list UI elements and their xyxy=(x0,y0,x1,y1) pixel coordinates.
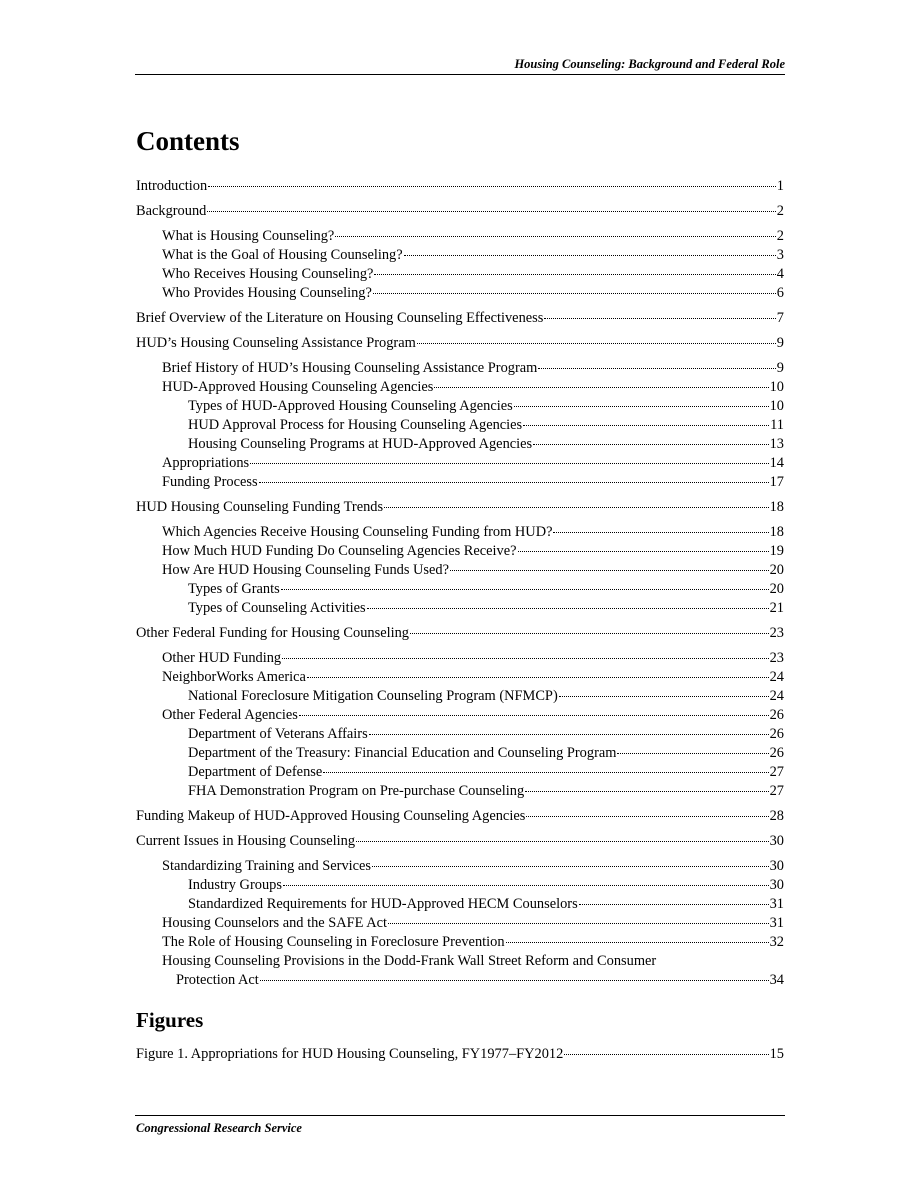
toc-page: 26 xyxy=(769,707,784,723)
dot-leader xyxy=(523,425,769,426)
toc-page: 24 xyxy=(769,688,784,704)
toc-page: 18 xyxy=(769,524,784,540)
figure-title: Figure 1. Appropriations for HUD Housing Counseling, FY1977–FY2012 xyxy=(136,1046,564,1062)
toc-page: 2 xyxy=(776,203,784,219)
toc-title: National Foreclosure Mitigation Counseling Program (NFMCP) xyxy=(188,688,558,704)
toc-page: 18 xyxy=(769,499,784,515)
toc-entry[interactable] xyxy=(136,624,784,643)
toc-page: 21 xyxy=(769,600,784,616)
toc-title: Who Receives Housing Counseling? xyxy=(162,266,374,282)
toc-entry[interactable] xyxy=(136,284,784,303)
toc-title: Housing Counseling Programs at HUD-Approved Agencies xyxy=(188,436,533,452)
toc-entry[interactable] xyxy=(136,914,784,933)
dot-leader xyxy=(281,589,769,590)
toc-title: Funding Process xyxy=(162,474,258,490)
toc-title: Standardizing Training and Services xyxy=(162,858,372,874)
toc-title: Background xyxy=(136,203,207,219)
toc-title: Department of the Treasury: Financial Education and Counseling Program xyxy=(188,745,617,761)
toc-page: 34 xyxy=(769,972,784,988)
toc-entry[interactable] xyxy=(136,895,784,914)
dot-leader xyxy=(617,753,768,754)
toc-title: Brief Overview of the Literature on Housing Counseling Effectiveness xyxy=(136,310,544,326)
toc-page: 27 xyxy=(769,783,784,799)
toc-page: 19 xyxy=(769,543,784,559)
toc-entry[interactable] xyxy=(136,668,784,687)
toc-title: Department of Veterans Affairs xyxy=(188,726,368,742)
toc-page: 30 xyxy=(769,858,784,874)
toc-entry[interactable] xyxy=(136,857,784,876)
dot-leader xyxy=(417,343,776,344)
toc-title: Types of HUD-Approved Housing Counseling Agencies xyxy=(188,398,513,414)
toc-title: Types of Counseling Activities xyxy=(188,600,366,616)
toc-page: 28 xyxy=(769,808,784,824)
toc-title: Other Federal Agencies xyxy=(162,707,298,723)
dot-leader xyxy=(533,444,768,445)
toc-page: 26 xyxy=(769,745,784,761)
dot-leader xyxy=(283,885,769,886)
toc-page: 30 xyxy=(769,877,784,893)
toc-entry[interactable] xyxy=(136,744,784,763)
toc-page: 31 xyxy=(769,896,784,912)
toc-title: HUD Approval Process for Housing Counseling Agencies xyxy=(188,417,523,433)
toc-entry[interactable] xyxy=(136,309,784,328)
toc-page: 17 xyxy=(769,474,784,490)
toc-entry[interactable] xyxy=(136,498,784,517)
dot-leader xyxy=(282,658,768,659)
dot-leader xyxy=(410,633,769,634)
toc-page: 11 xyxy=(770,417,784,433)
toc-entry[interactable] xyxy=(136,687,784,706)
dot-leader xyxy=(579,904,769,905)
dot-leader xyxy=(388,923,769,924)
toc-entry[interactable] xyxy=(136,763,784,782)
toc-title: Who Provides Housing Counseling? xyxy=(162,285,372,301)
dot-leader xyxy=(518,551,769,552)
toc-page: 20 xyxy=(769,581,784,597)
toc-page: 10 xyxy=(769,379,784,395)
toc-title: The Role of Housing Counseling in Foreclosure Prevention xyxy=(162,934,505,950)
dot-leader xyxy=(323,772,768,773)
dot-leader xyxy=(373,293,776,294)
toc-page: 6 xyxy=(776,285,784,301)
toc-page: 7 xyxy=(776,310,784,326)
toc-entry[interactable] xyxy=(136,378,784,397)
table-of-contents xyxy=(136,177,784,990)
toc-entry[interactable] xyxy=(136,202,784,221)
toc-title: HUD’s Housing Counseling Assistance Program xyxy=(136,335,416,351)
dot-leader xyxy=(372,866,769,867)
figure-page: 15 xyxy=(769,1046,784,1062)
dot-leader xyxy=(559,696,769,697)
toc-entry[interactable] xyxy=(136,523,784,542)
toc-title: Standardized Requirements for HUD-Approved HECM Counselors xyxy=(188,896,578,912)
toc-title: NeighborWorks America xyxy=(162,669,306,685)
dot-leader xyxy=(553,532,768,533)
dot-leader xyxy=(250,463,768,464)
dot-leader xyxy=(525,791,768,792)
toc-entry[interactable] xyxy=(136,649,784,668)
figures-list xyxy=(136,1045,784,1064)
toc-page: 23 xyxy=(769,625,784,641)
toc-page: 4 xyxy=(776,266,784,282)
toc-page: 30 xyxy=(769,833,784,849)
toc-title: Appropriations xyxy=(162,455,250,471)
toc-title: Other HUD Funding xyxy=(162,650,282,666)
toc-page: 24 xyxy=(769,669,784,685)
figures-heading: Figures xyxy=(136,1008,204,1032)
toc-title: FHA Demonstration Program on Pre-purchase Counseling xyxy=(188,783,525,799)
toc-entry[interactable] xyxy=(136,265,784,284)
footer-publisher: Congressional Research Service xyxy=(136,1121,302,1135)
toc-entry[interactable] xyxy=(136,227,784,246)
toc-title: Department of Defense xyxy=(188,764,323,780)
toc-entry[interactable] xyxy=(136,952,784,990)
toc-title: How Much HUD Funding Do Counseling Agencies Receive? xyxy=(162,543,517,559)
dot-leader xyxy=(434,387,768,388)
toc-entry[interactable] xyxy=(136,473,784,492)
dot-leader xyxy=(506,942,769,943)
toc-page: 14 xyxy=(769,455,784,471)
toc-title: How Are HUD Housing Counseling Funds Used? xyxy=(162,562,450,578)
footer-rule xyxy=(135,1115,785,1116)
toc-page: 10 xyxy=(769,398,784,414)
dot-leader xyxy=(335,236,776,237)
toc-title-continued: Protection Act xyxy=(176,972,259,988)
toc-title: Which Agencies Receive Housing Counseling Funding from HUD? xyxy=(162,524,553,540)
toc-entry[interactable] xyxy=(136,807,784,826)
dot-leader xyxy=(374,274,775,275)
toc-page: 32 xyxy=(769,934,784,950)
toc-title: Industry Groups xyxy=(188,877,282,893)
toc-page: 27 xyxy=(769,764,784,780)
toc-title: Current Issues in Housing Counseling xyxy=(136,833,356,849)
dot-leader xyxy=(404,255,776,256)
toc-page: 1 xyxy=(776,178,784,194)
header-rule xyxy=(135,74,785,75)
dot-leader xyxy=(208,186,776,187)
toc-entry[interactable] xyxy=(136,542,784,561)
toc-entry[interactable] xyxy=(136,334,784,353)
toc-entry[interactable] xyxy=(136,706,784,725)
toc-entry[interactable] xyxy=(136,246,784,265)
toc-entry[interactable] xyxy=(136,782,784,801)
toc-entry[interactable] xyxy=(136,561,784,580)
toc-title: Types of Grants xyxy=(188,581,280,597)
toc-title: Housing Counselors and the SAFE Act xyxy=(162,915,388,931)
toc-entry[interactable] xyxy=(136,725,784,744)
dot-leader xyxy=(299,715,769,716)
toc-entry[interactable] xyxy=(136,454,784,473)
toc-entry[interactable] xyxy=(136,416,784,435)
toc-title: HUD Housing Counseling Funding Trends xyxy=(136,499,384,515)
toc-entry[interactable] xyxy=(136,435,784,454)
toc-page: 13 xyxy=(769,436,784,452)
toc-page: 31 xyxy=(769,915,784,931)
toc-entry[interactable] xyxy=(136,599,784,618)
dot-leader xyxy=(369,734,769,735)
toc-page: 20 xyxy=(769,562,784,578)
toc-entry[interactable] xyxy=(136,876,784,895)
dot-leader xyxy=(259,482,769,483)
running-header: Housing Counseling: Background and Federal Role xyxy=(514,57,785,71)
toc-title: Housing Counseling Provisions in the Dodd-Frank Wall Street Reform and Consumer xyxy=(162,953,657,969)
toc-page: 9 xyxy=(776,360,784,376)
toc-title: Funding Makeup of HUD-Approved Housing Counseling Agencies xyxy=(136,808,526,824)
dot-leader xyxy=(526,816,768,817)
dot-leader xyxy=(307,677,769,678)
toc-page: 2 xyxy=(776,228,784,244)
dot-leader xyxy=(384,507,769,508)
dot-leader xyxy=(538,368,775,369)
toc-entry[interactable] xyxy=(136,177,784,196)
toc-entry[interactable] xyxy=(136,359,784,378)
toc-page: 3 xyxy=(776,247,784,263)
toc-title: HUD-Approved Housing Counseling Agencies xyxy=(162,379,434,395)
toc-entry[interactable] xyxy=(136,580,784,599)
toc-page: 9 xyxy=(776,335,784,351)
toc-page: 23 xyxy=(769,650,784,666)
dot-leader xyxy=(367,608,769,609)
toc-title: Introduction xyxy=(136,178,208,194)
toc-title: What is the Goal of Housing Counseling? xyxy=(162,247,403,263)
contents-heading: Contents xyxy=(136,126,240,156)
dot-leader xyxy=(207,211,775,212)
dot-leader xyxy=(564,1054,768,1055)
dot-leader xyxy=(514,406,769,407)
toc-entry[interactable] xyxy=(136,397,784,416)
toc-title: Brief History of HUD’s Housing Counseling Assistance Program xyxy=(162,360,538,376)
toc-entry[interactable] xyxy=(136,933,784,952)
dot-leader xyxy=(544,318,775,319)
toc-title: What is Housing Counseling? xyxy=(162,228,335,244)
figure-entry[interactable] xyxy=(136,1045,784,1064)
toc-title: Other Federal Funding for Housing Counseling xyxy=(136,625,409,641)
toc-page: 26 xyxy=(769,726,784,742)
dot-leader xyxy=(450,570,769,571)
toc-entry[interactable] xyxy=(136,832,784,851)
dot-leader xyxy=(356,841,769,842)
dot-leader xyxy=(260,980,769,981)
